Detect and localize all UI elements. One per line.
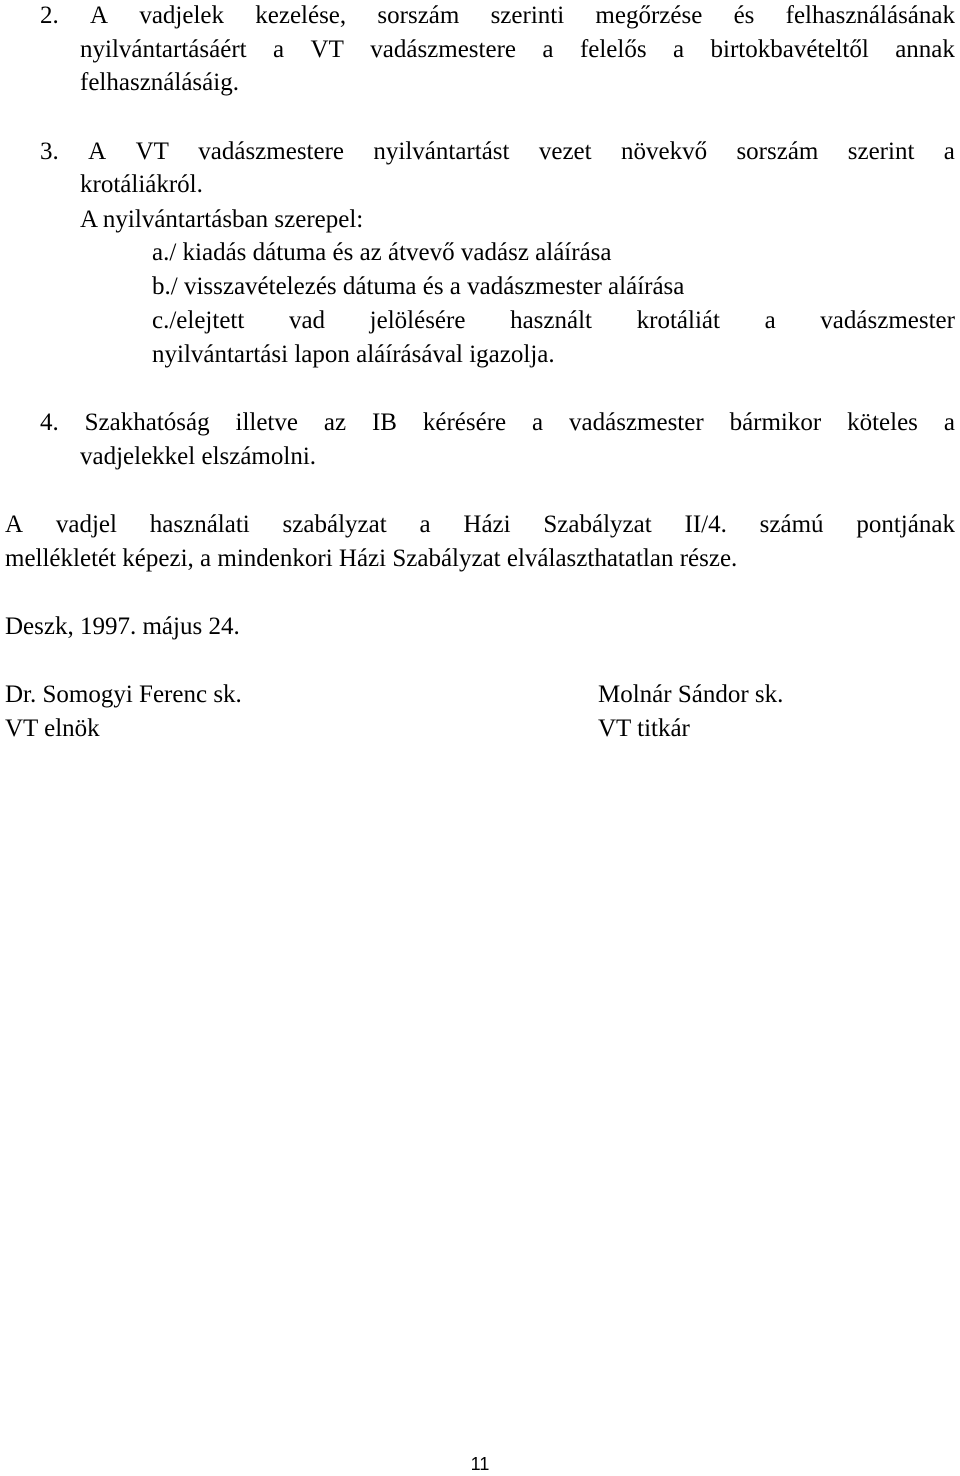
word: Szabályzat (543, 511, 652, 538)
word: és (733, 2, 755, 29)
word: vadjel (55, 511, 117, 538)
word: pontjának (856, 511, 955, 538)
word: használt (510, 307, 592, 334)
item-4-line-2: vadjelekkel elszámolni. (80, 443, 317, 470)
closing-line-1 (5, 512, 955, 537)
word: a (943, 409, 955, 436)
word: megőrzése (595, 2, 703, 29)
word: bármikor (729, 409, 822, 436)
item-3-intro: A nyilvántartásban szerepel: (80, 206, 364, 233)
signature-right-title: VT titkár (598, 715, 690, 742)
item-2-line-2 (80, 37, 955, 62)
item-3-sub-b: b./ visszavételezés dátuma és a vadászmester aláírása (152, 273, 685, 300)
signature-right-name: Molnár Sándor sk. (598, 681, 784, 708)
word: az (323, 409, 347, 436)
signature-left-name: Dr. Somogyi Ferenc sk. (5, 681, 242, 708)
word: vadászmestere (198, 138, 345, 165)
word: a (273, 36, 285, 63)
item-3-line-1 (40, 139, 955, 164)
word: Szakhatóság (84, 409, 210, 436)
word: 3. (40, 138, 59, 165)
word: vadászmester (820, 307, 955, 334)
item-4-line-1 (40, 410, 955, 435)
word: számú (759, 511, 824, 538)
word: A (88, 138, 107, 165)
word: illetve (235, 409, 298, 436)
signature-left-title: VT elnök (5, 715, 100, 742)
word: felelős (579, 36, 647, 63)
item-3-line-2: krotáliákról. (80, 171, 203, 198)
word: kezelése, (255, 2, 347, 29)
word: nyilvántartásáért (80, 36, 247, 63)
word: a (419, 511, 431, 538)
place-date: Deszk, 1997. május 24. (5, 613, 240, 640)
word: annak (895, 36, 955, 63)
word: krotáliát (636, 307, 720, 334)
item-3-sub-c-line-1 (152, 308, 955, 333)
word: 2. (40, 2, 59, 29)
item-2-line-1 (40, 3, 955, 28)
word: felhasználásának (785, 2, 955, 29)
word: szabályzat (282, 511, 387, 538)
word: szerinti (490, 2, 565, 29)
word: a (542, 36, 554, 63)
word: Házi (463, 511, 511, 538)
word: vadjelek (139, 2, 224, 29)
word: nyilvántartást (373, 138, 510, 165)
word: VT (310, 36, 344, 63)
word: A (5, 511, 24, 538)
item-3-sub-c-line-2: nyilvántartási lapon aláírásával igazolja. (152, 341, 555, 368)
word: növekvő (620, 138, 708, 165)
word: II/4. (684, 511, 727, 538)
closing-line-2: mellékletét képezi, a mindenkori Házi Szabályzat elválaszthatatlan része. (5, 545, 738, 572)
word: 4. (40, 409, 59, 436)
word: vezet (538, 138, 592, 165)
word: használati (149, 511, 250, 538)
word: IB (371, 409, 397, 436)
word: c./elejtett (152, 307, 245, 334)
word: a (943, 138, 955, 165)
word: jelölésére (369, 307, 466, 334)
word: sorszám (736, 138, 819, 165)
word: sorszám (377, 2, 460, 29)
word: a (764, 307, 776, 334)
page-number: 11 (470, 1454, 490, 1474)
word: köteles (847, 409, 918, 436)
item-3-sub-a: a./ kiadás dátuma és az átvevő vadász aláírása (152, 239, 612, 266)
word: vadászmester (569, 409, 704, 436)
word: birtokbavételtől (710, 36, 869, 63)
word: szerint (847, 138, 915, 165)
word: kérésére (422, 409, 507, 436)
word: a (532, 409, 544, 436)
item-2-line-3: felhasználásáig. (80, 69, 239, 96)
word: A (90, 2, 109, 29)
word: vad (288, 307, 326, 334)
word: vadászmestere (370, 36, 517, 63)
word: a (672, 36, 685, 63)
word: VT (135, 138, 169, 165)
